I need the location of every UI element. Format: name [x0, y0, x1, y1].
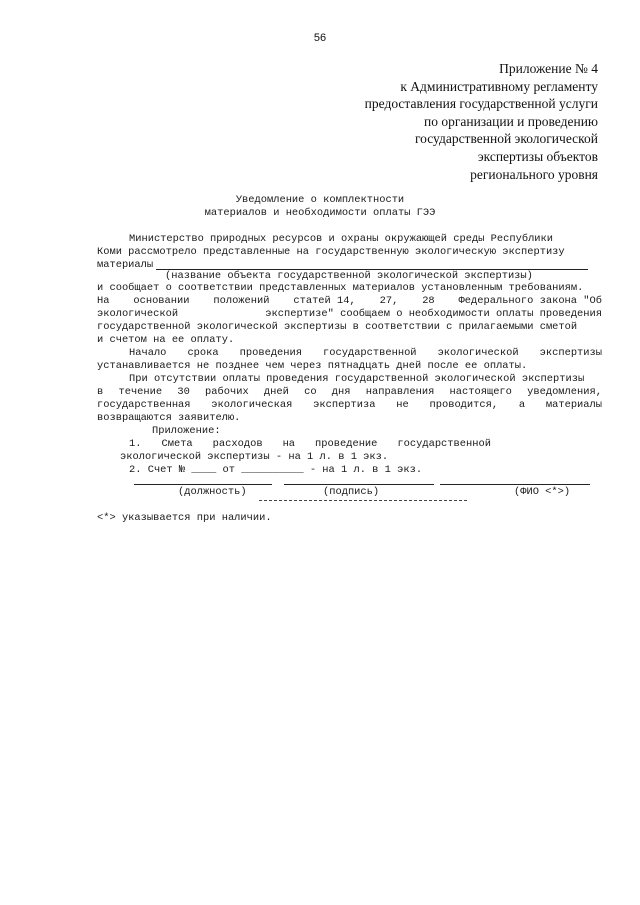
para4-line: При отсутствии оплаты проведения государственной экологической экспертизы — [129, 373, 585, 385]
appendix-line: экспертизы объектов — [477, 148, 598, 164]
appendix-line: государственной экологической — [414, 131, 598, 147]
footnote: <*> указывается при наличии. — [97, 512, 272, 524]
appendix-line: предоставления государственной услуги — [364, 96, 598, 112]
appendix-line: Приложение № 4 — [499, 61, 598, 76]
attachment-item-1: 1. Смета расходов на проведение государственной — [129, 438, 491, 450]
para4-line: в течение 30 рабочих дней со дня направления настоящего уведомления, — [97, 386, 602, 398]
appendix-line: регионального уровня — [470, 166, 598, 182]
name-label: (ФИО <*>) — [514, 486, 571, 498]
appendix-line: по организации и проведению — [423, 113, 598, 129]
separator-dashed-line — [259, 500, 467, 501]
para3-line: Начало срока проведения государственной экологической экспертизы — [129, 347, 602, 359]
para2-line: экологической экспертизе" сообщаем о необходимости оплаты проведения — [97, 308, 602, 320]
para3-line: устанавливается не позднее чем через пятнадцать дней после ее оплаты. — [97, 360, 528, 372]
para4-line: государственная экологическая экспертиза не проводится, а материалы — [97, 399, 602, 411]
para1-line: Министерство природных ресурсов и охраны окружающей среды Республики — [129, 233, 554, 245]
attachments-heading: Приложение: — [152, 425, 221, 437]
notice-title-line: Уведомление о комплектности — [235, 194, 405, 206]
appendix-line: к Административному регламенту — [400, 78, 598, 94]
object-name-caption: (название объекта государственной экологической экспертизы) — [165, 270, 533, 282]
name-fill-line — [440, 484, 590, 485]
para2-line: и счетом на ее оплату. — [97, 334, 235, 346]
signature-fill-line — [284, 484, 434, 485]
position-fill-line — [134, 484, 272, 485]
attachment-item-2: 2. Счет № ____ от __________ - на 1 л. в 1 экз. — [129, 464, 423, 476]
notice-title — [0, 194, 640, 220]
position-label: (должность) — [178, 486, 247, 498]
para1-line: и сообщает о соответствии представленных материалов установленным требованиям. — [97, 282, 584, 294]
para1-line: Коми рассмотрело представленные на государственную экологическую экспертизу — [97, 246, 565, 258]
para2-line: государственной экологической экспертизы в соответствии с прилагаемыми сметой — [97, 321, 578, 333]
page-number: 56 — [313, 32, 327, 44]
signature-label: (подпись) — [323, 486, 380, 498]
appendix-header — [365, 60, 598, 183]
para1-line-prefix: материалы — [97, 259, 154, 271]
para2-line: На основании положений статей 14, 27, 28 Федерального закона "Об — [97, 295, 602, 307]
notice-title-line: материалов и необходимости оплаты ГЭЭ — [204, 207, 436, 219]
para4-line: возвращаются заявителю. — [97, 412, 241, 424]
attachment-item-1-cont: экологической экспертизы - на 1 л. в 1 экз. — [120, 451, 389, 463]
